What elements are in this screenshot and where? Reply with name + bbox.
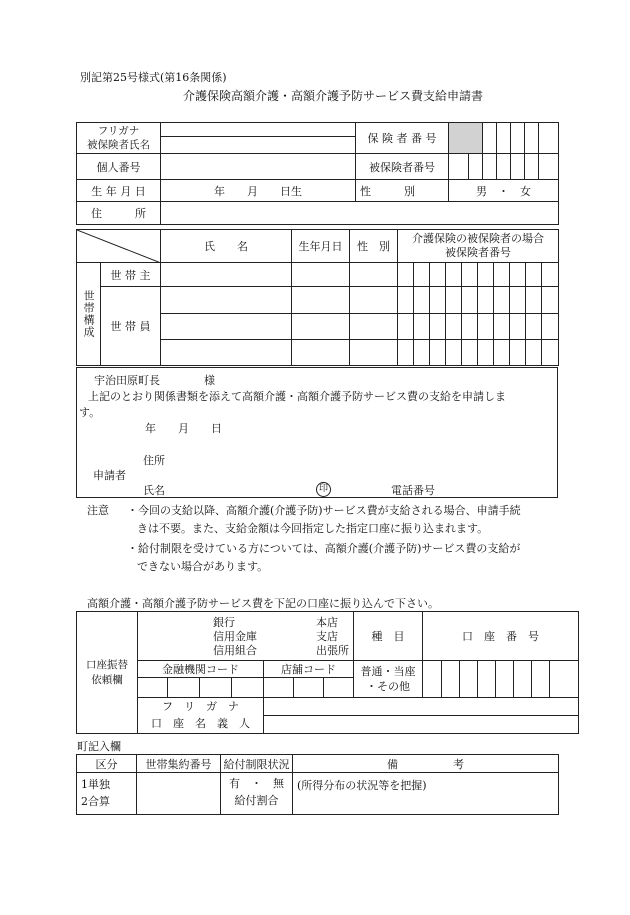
col-sex: 性 別	[350, 230, 398, 263]
applicant-address-label: 住所	[143, 454, 165, 467]
digit[interactable]	[430, 340, 446, 366]
bank-option-kumiai: 信用組合	[213, 644, 257, 657]
town-table	[76, 754, 559, 815]
head-dob[interactable]	[292, 263, 350, 287]
digit[interactable]	[446, 314, 462, 340]
digit[interactable]	[430, 263, 446, 287]
bank-code-digit[interactable]	[168, 678, 200, 698]
branch-code-digit[interactable]	[264, 678, 294, 698]
diagonal-line	[77, 230, 161, 263]
account-type-label: 種 目	[354, 612, 423, 661]
member-name[interactable]	[161, 287, 292, 314]
household-number-field[interactable]	[137, 773, 221, 815]
digit[interactable]	[542, 340, 559, 366]
kubun-options[interactable]: 1単独 2合算	[77, 773, 137, 815]
account-digit[interactable]	[514, 661, 532, 698]
col-household-number: 世帯集約番号	[137, 755, 221, 773]
insured-digit[interactable]	[539, 154, 559, 180]
digit[interactable]	[510, 263, 526, 287]
notes-label: 注意	[87, 504, 109, 517]
household-side-label: 世帯構成	[77, 263, 101, 366]
account-digit[interactable]	[496, 661, 514, 698]
insured-name-label: フリガナ 被保険者氏名	[77, 123, 161, 154]
branch-option-shiten: 支店	[316, 630, 338, 643]
digit[interactable]	[510, 340, 526, 366]
bank-name-field[interactable]	[138, 612, 354, 661]
remarks-field[interactable]: (所得分布の状況等を把握)	[293, 773, 559, 815]
form-number: 別記第25号様式(第16条関係)	[80, 71, 227, 84]
bank-side-label: 口座振替 依頼欄	[77, 612, 138, 734]
bank-intro: 高額介護・高額介護予防サービス費を下記の口座に振り込んで下さい。	[87, 597, 439, 610]
household-member-label: 世 帯 員	[101, 287, 161, 366]
household-table	[76, 229, 559, 366]
account-digit[interactable]	[550, 661, 579, 698]
insured-number-label: 被保険者番号	[356, 154, 449, 180]
branch-code-label: 店舗コード	[264, 661, 354, 678]
digit[interactable]	[446, 263, 462, 287]
digit[interactable]	[526, 263, 542, 287]
digit[interactable]	[398, 287, 414, 314]
insured-digit[interactable]	[497, 154, 511, 180]
applicant-label: 申請者	[93, 469, 126, 482]
sex-field[interactable]: 男 ・ 女	[449, 180, 559, 202]
note-2-line1: ・給付制限を受けている方については、高額介護(介護予防)サービス費の支給が	[127, 542, 521, 555]
account-digit[interactable]	[478, 661, 496, 698]
digit[interactable]	[414, 287, 430, 314]
seal-mark: 印	[316, 482, 331, 497]
digit[interactable]	[494, 314, 510, 340]
branch-option-shucho: 出張所	[316, 644, 349, 657]
insured-digit[interactable]	[483, 154, 497, 180]
bank-code-digit[interactable]	[200, 678, 232, 698]
request-date[interactable]: 年 月 日	[145, 422, 222, 435]
bank-code-digit[interactable]	[138, 678, 168, 698]
account-type-options[interactable]: 普通・当座 ・その他	[354, 661, 423, 698]
digit[interactable]	[542, 314, 559, 340]
branch-code-digit[interactable]	[324, 678, 354, 698]
sex-label: 性 別	[356, 180, 449, 202]
member-dob[interactable]	[292, 340, 350, 366]
digit[interactable]	[462, 287, 478, 314]
digit[interactable]	[478, 287, 494, 314]
col-remarks: 備 考	[293, 755, 559, 773]
digit[interactable]	[414, 314, 430, 340]
member-name[interactable]	[161, 340, 292, 366]
account-digit[interactable]	[423, 661, 442, 698]
dob-field[interactable]: 年 月 日生	[161, 180, 356, 202]
digit[interactable]	[510, 314, 526, 340]
digit[interactable]	[398, 314, 414, 340]
insurer-number-label: 保 険 者 番 号	[356, 123, 449, 154]
member-sex[interactable]	[350, 287, 398, 314]
request-text-line1: 上記のとおり関係書類を添えて高額介護・高額介護予防サービス費の支給を申請しま	[88, 390, 506, 403]
digit[interactable]	[542, 263, 559, 287]
digit[interactable]	[430, 314, 446, 340]
insurer-digit[interactable]	[539, 123, 559, 154]
account-digit[interactable]	[442, 661, 460, 698]
digit[interactable]	[478, 340, 494, 366]
holder-field[interactable]	[264, 698, 579, 734]
digit[interactable]	[478, 314, 494, 340]
col-restriction: 給付制限状況	[221, 755, 293, 773]
col-dob: 生年月日	[292, 230, 350, 263]
insured-digit[interactable]	[511, 154, 525, 180]
member-sex[interactable]	[350, 340, 398, 366]
digit[interactable]	[494, 287, 510, 314]
bank-option-shinkin: 信用金庫	[213, 630, 257, 643]
request-text-line2: す。	[79, 406, 101, 419]
holder-labels: フ リ ガ ナ 口 座 名 義 人	[138, 698, 264, 734]
digit[interactable]	[526, 287, 542, 314]
phone-label: 電話番号	[391, 484, 435, 497]
note-1-line1: ・今回の支給以降、高額介護(介護予防)サービス費が支給される場合、申請手続	[127, 504, 521, 517]
insured-digit[interactable]	[449, 154, 469, 180]
member-dob[interactable]	[292, 287, 350, 314]
digit[interactable]	[462, 263, 478, 287]
insurer-number-shaded	[449, 123, 483, 154]
insurer-digit[interactable]	[525, 123, 539, 154]
bank-option-bank: 銀行	[213, 616, 235, 629]
col-name: 氏 名	[161, 230, 292, 263]
insurer-digit[interactable]	[511, 123, 525, 154]
digit[interactable]	[526, 314, 542, 340]
member-dob[interactable]	[292, 314, 350, 340]
digit[interactable]	[398, 263, 414, 287]
address-field[interactable]	[161, 202, 559, 225]
note-1-line2: きは不要。また、支給金額は今回指定した指定口座に振り込まれます。	[137, 522, 489, 535]
digit[interactable]	[494, 263, 510, 287]
digit[interactable]	[414, 263, 430, 287]
account-number-label: 口 座 番 号	[423, 612, 579, 661]
form-title: 介護保険高額介護・高額介護予防サービス費支給申請書	[183, 89, 484, 103]
digit[interactable]	[462, 340, 478, 366]
insurer-digit[interactable]	[483, 123, 497, 154]
member-name[interactable]	[161, 314, 292, 340]
request-box	[76, 367, 558, 498]
insured-digit[interactable]	[525, 154, 539, 180]
insured-name-field[interactable]	[161, 123, 356, 154]
digit[interactable]	[510, 287, 526, 314]
insured-digit[interactable]	[469, 154, 483, 180]
applicant-table	[76, 122, 559, 225]
branch-code-digit[interactable]	[294, 678, 324, 698]
digit[interactable]	[494, 340, 510, 366]
digit[interactable]	[430, 287, 446, 314]
digit[interactable]	[462, 314, 478, 340]
applicant-name-label: 氏名	[143, 484, 165, 497]
insurer-digit[interactable]	[497, 123, 511, 154]
head-name[interactable]	[161, 263, 292, 287]
col-insured-number: 介護保険の被保険者の場合 被保険者番号	[398, 230, 559, 263]
digit[interactable]	[478, 263, 494, 287]
addressee: 宇治田原町長 様	[94, 374, 215, 387]
dob-label: 生 年 月 日	[77, 180, 161, 202]
restriction-options[interactable]: 有 ・ 無 給付割合	[221, 773, 293, 815]
bank-code-digit[interactable]	[232, 678, 264, 698]
address-label: 住 所	[77, 202, 161, 225]
digit[interactable]	[446, 340, 462, 366]
account-digit[interactable]	[460, 661, 478, 698]
digit[interactable]	[542, 287, 559, 314]
personal-number-label: 個人番号	[77, 154, 161, 180]
account-digit[interactable]	[532, 661, 550, 698]
household-head-label: 世 帯 主	[101, 263, 161, 287]
col-kubun: 区分	[77, 755, 137, 773]
head-sex[interactable]	[350, 263, 398, 287]
town-section-title: 町記入欄	[77, 740, 121, 753]
bank-table	[76, 611, 579, 734]
branch-option-honten: 本店	[316, 616, 338, 629]
digit[interactable]	[414, 340, 430, 366]
diagonal-header-cell	[77, 230, 161, 263]
member-sex[interactable]	[350, 314, 398, 340]
personal-number-field[interactable]	[161, 154, 356, 180]
digit[interactable]	[398, 340, 414, 366]
digit[interactable]	[446, 287, 462, 314]
bank-code-label: 金融機関コード	[138, 661, 264, 678]
note-2-line2: できない場合があります。	[137, 560, 269, 573]
digit[interactable]	[526, 340, 542, 366]
